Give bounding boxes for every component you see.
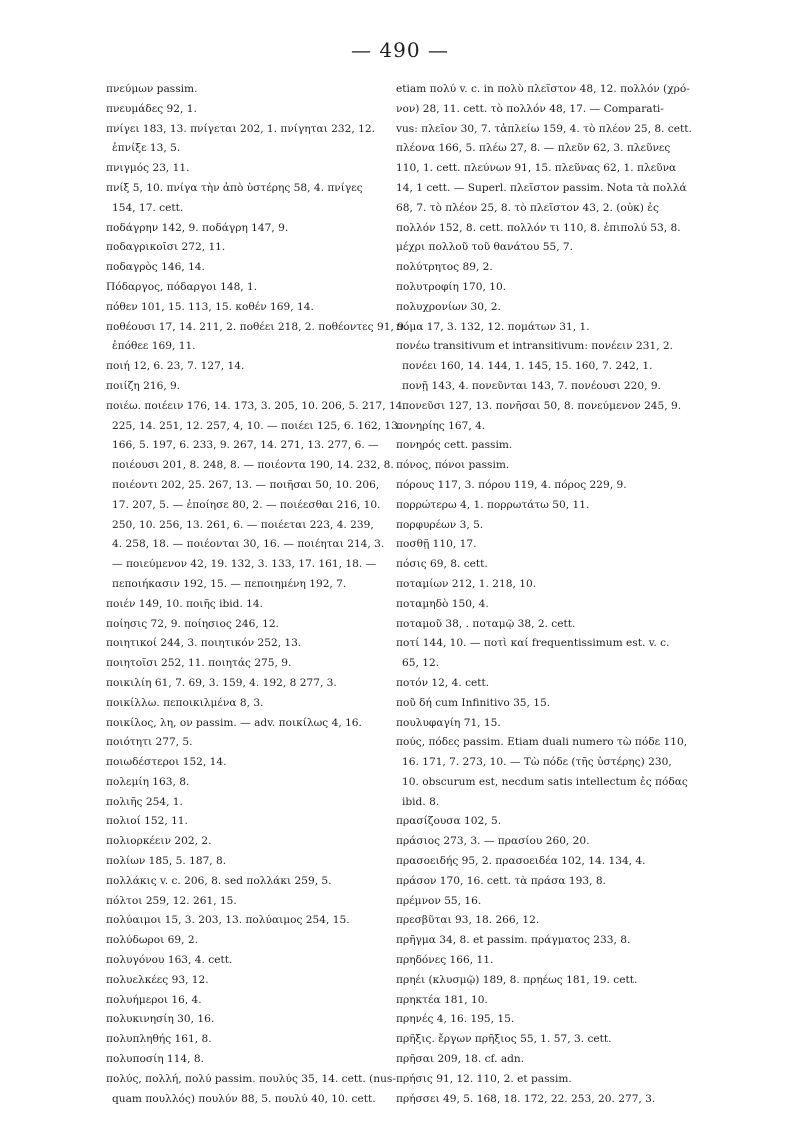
index-entry-line: πολύαιμοι 15, 3. 203, 13. πολύαιμος 254, 15. <box>106 914 350 927</box>
index-entry-line: ποιέν 149, 10. ποιῆς ibid. 14. <box>106 597 264 610</box>
index-entry-line: πνεύμων passim. <box>106 83 198 95</box>
index-entry-line: ποιή 12, 6. 23, 7. 127, 14. <box>106 360 245 373</box>
index-entry-line: πονῇ 143, 4. πονεῦνται 143, 7. πονέουσι 220, 9. <box>402 379 661 392</box>
index-entry-line: πολίων 185, 5. 187, 8. <box>106 855 227 868</box>
index-entry-line: ποθέουσι 17, 14. 211, 2. ποθέει 218, 2. ποθέοντες 91, 9. <box>106 320 408 333</box>
index-entry-line: πρέμνον 55, 16. <box>396 894 482 907</box>
index-entry-line: ποιέοντι 202, 25. 267, 13. — ποιῆσαι 50, 10. 206, <box>112 478 380 491</box>
index-entry-line: πρήσσει 49, 5. 168, 18. 172, 22. 253, 20. 277, 3. <box>396 1092 656 1105</box>
right-column <box>396 80 708 1109</box>
index-entry-line: πράσον 170, 16. cett. τὰ πράσα 193, 8. <box>396 874 606 887</box>
index-entry-line: πονηρός cett. passim. <box>396 439 513 452</box>
index-entry-line: ποτί 144, 10. — ποτὶ καί frequentissimum est. v. c. <box>396 637 670 650</box>
index-entry-line: Πόδαργος, πόδαργοι 148, 1. <box>106 280 258 293</box>
index-entry-line: πολεμίη 163, 8. <box>106 775 190 788</box>
index-entry-line: ποιητοῖσι 252, 11. ποιητάς 275, 9. <box>106 657 292 670</box>
index-entry-line: πονέω transitivum et intransitivum: πονέειν 231, 2. <box>396 340 674 353</box>
index-entry-line: ποῦ δή cum Infinitivo 35, 15. <box>396 696 551 709</box>
index-entry-line: etiam πολύ v. c. in πολὺ πλεῖστον 48, 12. πολλόν (χρό- <box>396 83 690 95</box>
index-entry-line: ποιωδέστεροι 152, 14. <box>106 756 227 769</box>
index-entry-line: πορρώτερω 4, 1. πορρωτάτω 50, 11. <box>396 498 590 511</box>
index-entry-line: ποταμηδὸ 150, 4. <box>396 597 489 610</box>
index-entry-line: ποιέουσι 201, 8. 248, 8. — ποιέοντα 190, 14. 232, 8. <box>112 459 394 472</box>
index-entry-line: πνίξ 5, 10. πνίγα τὴν ἀπὸ ὑστέρης 58, 4. πνίγες <box>106 181 363 194</box>
index-entry-line: vus: πλεῖον 30, 7. τἀπλείω 159, 4. τὸ πλέον 25, 8. cett. <box>396 122 692 135</box>
index-entry-line: πεποιήκασιν 192, 15. — πεποιημένη 192, 7. <box>112 577 347 590</box>
index-entry-line: 17. 207, 5. — ἐποίησε 80, 2. — ποιέεσθαι 216, 10. <box>112 498 381 511</box>
index-entry-line: πράσιος 273, 3. — πρασίου 260, 20. <box>396 835 590 848</box>
index-entry-line: πρηέι (κλυσμῷ) 189, 8. πρηέως 181, 19. cett. <box>396 973 638 986</box>
left-column <box>106 80 408 1109</box>
index-entry-line: πούς, πόδες passim. Etiam duali numero τὼ πόδε 110, <box>396 736 688 749</box>
index-entry-line: πορφυρέων 3, 5. <box>396 518 484 531</box>
index-entry-line: πρασίζουσα 102, 5. <box>396 815 502 828</box>
index-entry-line: ποικίλλω. πεποικιλμένα 8, 3. <box>106 696 264 709</box>
index-entry-line: πρηδόνες 166, 11. <box>396 954 494 967</box>
index-entry-line: ποταμίων 212, 1. 218, 10. <box>396 577 537 590</box>
index-entry-line: πρηκτέα 181, 10. <box>396 993 488 1006</box>
index-entry-line: πονέει 160, 14. 144, 1. 145, 15. 160, 7. 242, 1. <box>402 360 653 373</box>
index-entry-line: πόθεν 101, 15. 113, 15. κοθέν 169, 14. <box>106 300 314 313</box>
index-entry-line: μέχρι πολλοῦ τοῦ θανάτου 55, 7. <box>396 241 574 254</box>
index-entry-line: πολυήμεροι 16, 4. <box>106 993 202 1006</box>
index-entry-line: 14, 1 cett. — Superl. πλεῖστον passim. Nota τὰ πολλά <box>396 181 687 194</box>
index-entry-line: πρεσβῦται 93, 18. 266, 12. <box>396 914 540 927</box>
index-entry-line: πρῆξις. ἔργων πρῆξιος 55, 1. 57, 3. cett. <box>396 1033 612 1046</box>
index-entry-line: πλέονα 166, 5. πλέω 27, 8. — πλεῦν 62, 3. πλεῦνες <box>396 142 671 155</box>
index-entry-line: 65, 12. <box>402 657 440 670</box>
index-entry-line: πολλάκις v. c. 206, 8. sed πολλάκι 259, 5. <box>106 874 332 887</box>
index-entry-line: νον) 28, 11. cett. τὸ πολλόν 48, 17. — Comparati- <box>396 102 664 115</box>
index-entry-line: ποσθῇ 110, 17. <box>396 538 477 551</box>
index-entry-line: πόλτοι 259, 12. 261, 15. <box>106 894 237 907</box>
index-entry-line: ποικίλος, λη, ον passim. — adv. ποικίλως 4, 16. <box>106 716 362 729</box>
index-entry-line: πονηρίης 167, 4. <box>396 419 486 432</box>
index-entry-line: πολυτροφίη 170, 10. <box>396 280 507 293</box>
index-entry-line: 10. obscurum est, necdum satis intellectum ἐς πόδας <box>402 775 688 788</box>
index-entry-line: — ποιεύμενον 42, 19. 132, 3. 133, 17. 161, 18. — <box>112 558 377 571</box>
index-entry-line: πολλόν 152, 8. cett. πολλόν τι 110, 8. ἐπιπολύ 53, 8. <box>396 221 681 234</box>
index-entry-line: ποδαγρὸς 146, 14. <box>106 261 205 274</box>
index-entry-line: 166, 5. 197, 6. 233, 9. 267, 14. 271, 13. 277, 6. — <box>112 439 379 452</box>
index-entry-line: ibid. 8. <box>402 795 440 808</box>
index-entry-line: πονεῦσι 127, 13. πονῆσαι 50, 8. πονεύμενον 245, 9. <box>402 399 682 412</box>
index-entry-line: πόμα 17, 3. 132, 12. πομάτων 31, 1. <box>396 320 590 333</box>
index-entry-line: ποιίζη 216, 9. <box>106 379 181 392</box>
index-entry-line: 154, 17. cett. <box>112 201 184 214</box>
index-entry-line: πρηνές 4, 16. 195, 15. <box>396 1013 515 1026</box>
index-entry-line: πουλυφαγίη 71, 15. <box>396 716 501 729</box>
index-entry-line: πρασοειδής 95, 2. πρασοειδέα 102, 14. 134, 4. <box>396 855 646 868</box>
index-entry-line: πόρους 117, 3. πόρου 119, 4. πόρος 229, 9. <box>396 478 627 491</box>
index-entry-line: πρῆγμα 34, 8. et passim. πράγματος 233, 8. <box>396 934 631 947</box>
index-entry-line: πολυγόνου 163, 4. cett. <box>106 954 233 967</box>
index-entry-line: πολιοί 152, 11. <box>106 815 188 828</box>
index-entry-line: 225, 14. 251, 12. 257, 4, 10. — ποιέει 125, 6. 162, 13. <box>112 419 402 432</box>
index-entry-line: ποίησις 72, 9. ποίησιος 246, 12. <box>106 617 279 630</box>
index-entry-line: ποιητικοί 244, 3. ποιητικόν 252, 13. <box>106 637 302 650</box>
index-entry-line: 16. 171, 7. 273, 10. — Τὼ πόδε (τῆς ὑστέρης) 230, <box>402 756 672 769</box>
index-entry-line: πολύς, πολλή, πολύ passim. πουλύς 35, 14. cett. (nus- <box>106 1072 396 1085</box>
index-entry-line: ποταμοῦ 38, . ποταμῷ 38, 2. cett. <box>396 617 576 630</box>
index-entry-line: πνίγει 183, 13. πνίγεται 202, 1. πνίγηται 232, 12. <box>106 122 375 135</box>
page-number: — 490 — <box>351 38 449 62</box>
index-entry-line: πνιγμός 23, 11. <box>106 162 190 175</box>
index-entry-line: πολυελκέες 93, 12. <box>106 973 209 986</box>
index-entry-line: πολυπληθής 161, 8. <box>106 1033 212 1046</box>
index-entry-line: 110, 1. cett. πλεύνων 91, 15. πλεῦνας 62, 1. πλεῦνα <box>396 162 677 175</box>
index-entry-line: ποδαγρικοῖσι 272, 11. <box>106 241 226 254</box>
index-entry-line: ποτόν 12, 4. cett. <box>396 676 490 689</box>
index-entry-line: quam πουλλός) πουλύν 88, 5. πουλύ 40, 10. cett. <box>112 1092 376 1105</box>
index-entry-line: πολιορκέειν 202, 2. <box>106 835 212 848</box>
index-entry-line: ποδάγρην 142, 9. ποδάγρη 147, 9. <box>106 221 289 234</box>
index-entry-line: πόνος, πόνοι passim. <box>396 459 510 472</box>
index-entry-line: πρῆσαι 209, 18. cf. adn. <box>396 1053 525 1066</box>
index-entry-line: πολυκινησίη 30, 16. <box>106 1013 215 1026</box>
index-entry-line: πνευμάδες 92, 1. <box>106 102 197 115</box>
index-entry-line: πολύτρητος 89, 2. <box>396 261 493 274</box>
index-entry-line: ποιέω. ποιέειν 176, 14. 173, 3. 205, 10. 206, 5. 217, 14. <box>106 399 406 412</box>
index-entry-line: ποικιλίη 61, 7. 69, 3. 159, 4. 192, 8 277, 3. <box>106 676 337 689</box>
index-entry-line: πρήσις 91, 12. 110, 2. et passim. <box>396 1072 572 1085</box>
index-entry-line: πολυχρονίων 30, 2. <box>396 300 501 313</box>
index-entry-line: πολυποσίη 114, 8. <box>106 1053 204 1066</box>
index-entry-line: 250, 10. 256, 13. 261, 6. — ποιέεται 223, 4. 239, <box>112 518 374 531</box>
index-entry-line: ποιότητι 277, 5. <box>106 736 193 749</box>
index-entry-line: πολύδωροι 69, 2. <box>106 934 198 947</box>
index-entry-line: 68, 7. τὸ πλέον 25, 8. τὸ πλεῖστον 43, 2. (οὐκ) ἐς <box>396 201 659 214</box>
index-entry-line: ἐπόθεε 169, 11. <box>112 340 196 353</box>
index-entry-line: πόσις 69, 8. cett. <box>396 558 488 571</box>
index-entry-line: ἐπνίξε 13, 5. <box>112 142 181 155</box>
index-entry-line: πολιῆς 254, 1. <box>106 795 183 808</box>
index-entry-line: 4. 258, 18. — ποιέονται 30, 16. — ποιέηται 214, 3. <box>112 538 385 551</box>
